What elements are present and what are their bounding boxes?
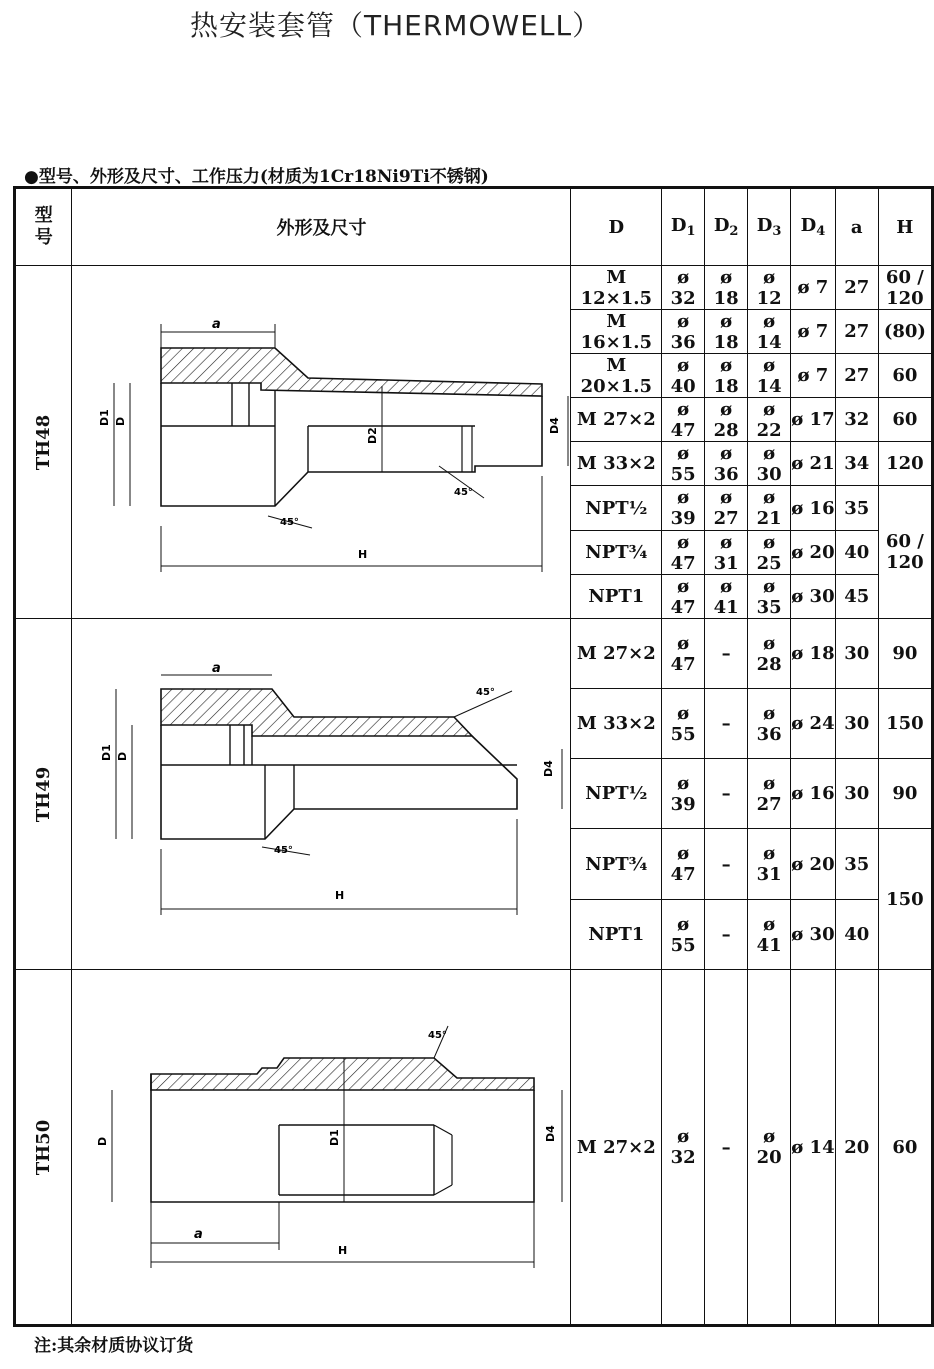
cell-d4: ø 7	[791, 354, 836, 398]
dim-label-a: a	[194, 1227, 204, 1242]
header-model: 型 号	[15, 188, 72, 266]
model-th49: TH49	[15, 619, 72, 970]
header-a: a	[835, 188, 878, 266]
cell-d: M 12×1.5	[571, 266, 662, 310]
drawing-th49	[72, 619, 571, 970]
cell-d2: ø 18	[705, 354, 748, 398]
cell-a: 35	[835, 829, 878, 900]
cell-d2: ø 27	[705, 486, 748, 531]
cell-a: 32	[835, 398, 878, 442]
dim-label-d1: D1	[98, 409, 112, 426]
cell-d2: –	[705, 759, 748, 829]
cell-d: M 16×1.5	[571, 310, 662, 354]
cell-a: 35	[835, 486, 878, 531]
dim-label-a: a	[212, 317, 222, 332]
cell-d1: ø 39	[662, 759, 705, 829]
cell-d: NPT¾	[571, 829, 662, 900]
cell-h: 120	[878, 442, 932, 486]
cell-a: 30	[835, 689, 878, 759]
dim-label-h: H	[335, 889, 345, 902]
cell-d3: ø 22	[748, 398, 791, 442]
model-th50: TH50	[15, 970, 72, 1326]
cell-d3: ø 27	[748, 759, 791, 829]
cell-d2: –	[705, 970, 748, 1326]
cell-d4: ø 7	[791, 310, 836, 354]
cell-d2: –	[705, 829, 748, 900]
cell-d1: ø 32	[662, 266, 705, 310]
header-d2: $D_2$	[705, 188, 748, 266]
cell-d3: ø 30	[748, 442, 791, 486]
cell-d: NPT¾	[571, 531, 662, 575]
cell-d1: ø 47	[662, 398, 705, 442]
cell-d1: ø 32	[662, 970, 705, 1326]
header-d1: $D_1$	[662, 188, 705, 266]
header-d4: $D_4$	[791, 188, 836, 266]
cell-d2: –	[705, 689, 748, 759]
cell-h: 90	[878, 619, 932, 689]
table-caption: ●型号、外形及尺寸、工作压力(材质为1Cr18Ni9Ti不锈钢)	[24, 167, 489, 187]
cell-a: 27	[835, 266, 878, 310]
cell-d3: ø 20	[748, 970, 791, 1326]
cell-h: 150	[878, 689, 932, 759]
cell-a: 20	[835, 970, 878, 1326]
cell-d1: ø 47	[662, 619, 705, 689]
drawing-th48	[72, 266, 571, 619]
cell-d4: ø 14	[791, 970, 836, 1326]
header-shape: 外形及尺寸	[72, 188, 571, 266]
cell-d3: ø 25	[748, 531, 791, 575]
cell-h: 60 / 120	[878, 486, 932, 619]
dim-label-d: D	[116, 751, 130, 761]
th50-drawing	[72, 970, 570, 1324]
cell-d: M 33×2	[571, 442, 662, 486]
header-d: D	[571, 188, 662, 266]
cell-d3: ø 35	[748, 575, 791, 619]
spec-table	[13, 186, 934, 1327]
cell-d4: ø 7	[791, 266, 836, 310]
cell-d3: ø 14	[748, 354, 791, 398]
cell-d1: ø 47	[662, 829, 705, 900]
header-d3: $D_3$	[748, 188, 791, 266]
cell-d: NPT1	[571, 900, 662, 970]
cell-a: 34	[835, 442, 878, 486]
cell-d3: ø 41	[748, 900, 791, 970]
cell-a: 27	[835, 354, 878, 398]
dim-label-d4: D4	[542, 760, 556, 777]
th49-drawing	[72, 619, 570, 969]
angle-label-1: 45°	[476, 687, 496, 698]
angle-label-1: 45°	[428, 1030, 448, 1041]
cell-d2: ø 18	[705, 310, 748, 354]
dim-label-d: D	[114, 416, 128, 426]
cell-d4: ø 24	[791, 689, 836, 759]
cell-d2: –	[705, 900, 748, 970]
cell-d2: ø 18	[705, 266, 748, 310]
cell-d1: ø 55	[662, 442, 705, 486]
footnote: 注:其余材质协议订货	[34, 1336, 194, 1356]
cell-h: 60	[878, 398, 932, 442]
cell-d2: ø 28	[705, 398, 748, 442]
model-th48: TH48	[15, 266, 72, 619]
cell-d3: ø 28	[748, 619, 791, 689]
cell-d2: ø 31	[705, 531, 748, 575]
cell-d1: ø 47	[662, 575, 705, 619]
table-row	[15, 619, 933, 689]
cell-d4: ø 30	[791, 575, 836, 619]
table-row	[15, 970, 933, 1326]
cell-a: 45	[835, 575, 878, 619]
cell-d4: ø 16	[791, 759, 836, 829]
cell-h: 60	[878, 970, 932, 1326]
dim-label-h: H	[338, 1244, 348, 1257]
cell-a: 27	[835, 310, 878, 354]
dim-label-a: a	[212, 661, 222, 676]
cell-d4: ø 20	[791, 829, 836, 900]
cell-h: (80)	[878, 310, 932, 354]
cell-d4: ø 20	[791, 531, 836, 575]
page-title: 热安装套管（THERMOWELL）	[190, 9, 602, 42]
cell-d4: ø 16	[791, 486, 836, 531]
dim-label-d1: D1	[100, 744, 114, 761]
cell-d3: ø 12	[748, 266, 791, 310]
dim-label-d4: D4	[548, 417, 562, 434]
dim-label-d3: D3	[568, 760, 571, 777]
dim-label-h: H	[358, 548, 368, 561]
cell-d: NPT1	[571, 575, 662, 619]
cell-d2: ø 36	[705, 442, 748, 486]
dim-label-d1: D1	[328, 1129, 342, 1146]
dim-label-d2: D2	[366, 427, 380, 444]
cell-d1: ø 55	[662, 689, 705, 759]
cell-a: 40	[835, 900, 878, 970]
cell-a: 30	[835, 759, 878, 829]
drawing-th50	[72, 970, 571, 1326]
dim-label-d: D	[96, 1136, 110, 1146]
th48-drawing	[72, 266, 570, 618]
cell-d: M 27×2	[571, 619, 662, 689]
angle-label-1: 45°	[454, 487, 474, 498]
cell-d1: ø 47	[662, 531, 705, 575]
angle-label-2: 45°	[274, 845, 294, 856]
cell-d3: ø 21	[748, 486, 791, 531]
cell-h: 90	[878, 759, 932, 829]
cell-d2: ø 41	[705, 575, 748, 619]
cell-a: 40	[835, 531, 878, 575]
cell-a: 30	[835, 619, 878, 689]
dim-label-d4: D4	[544, 1125, 558, 1142]
cell-d1: ø 39	[662, 486, 705, 531]
cell-h: 60 / 120	[878, 266, 932, 310]
cell-d4: ø 30	[791, 900, 836, 970]
cell-d: M 33×2	[571, 689, 662, 759]
cell-d: M 27×2	[571, 970, 662, 1326]
cell-d3: ø 31	[748, 829, 791, 900]
cell-h: 60	[878, 354, 932, 398]
cell-d2: –	[705, 619, 748, 689]
cell-d1: ø 55	[662, 900, 705, 970]
cell-d: M 20×1.5	[571, 354, 662, 398]
header-h: H	[878, 188, 932, 266]
cell-d1: ø 36	[662, 310, 705, 354]
cell-h: 150	[878, 829, 932, 970]
cell-d4: ø 17	[791, 398, 836, 442]
cell-d3: ø 14	[748, 310, 791, 354]
cell-d4: ø 21	[791, 442, 836, 486]
cell-d: NPT½	[571, 486, 662, 531]
angle-label-2: 45°	[280, 517, 300, 528]
cell-d: NPT½	[571, 759, 662, 829]
table-row	[15, 266, 933, 310]
cell-d: M 27×2	[571, 398, 662, 442]
cell-d4: ø 18	[791, 619, 836, 689]
cell-d1: ø 40	[662, 354, 705, 398]
cell-d3: ø 36	[748, 689, 791, 759]
